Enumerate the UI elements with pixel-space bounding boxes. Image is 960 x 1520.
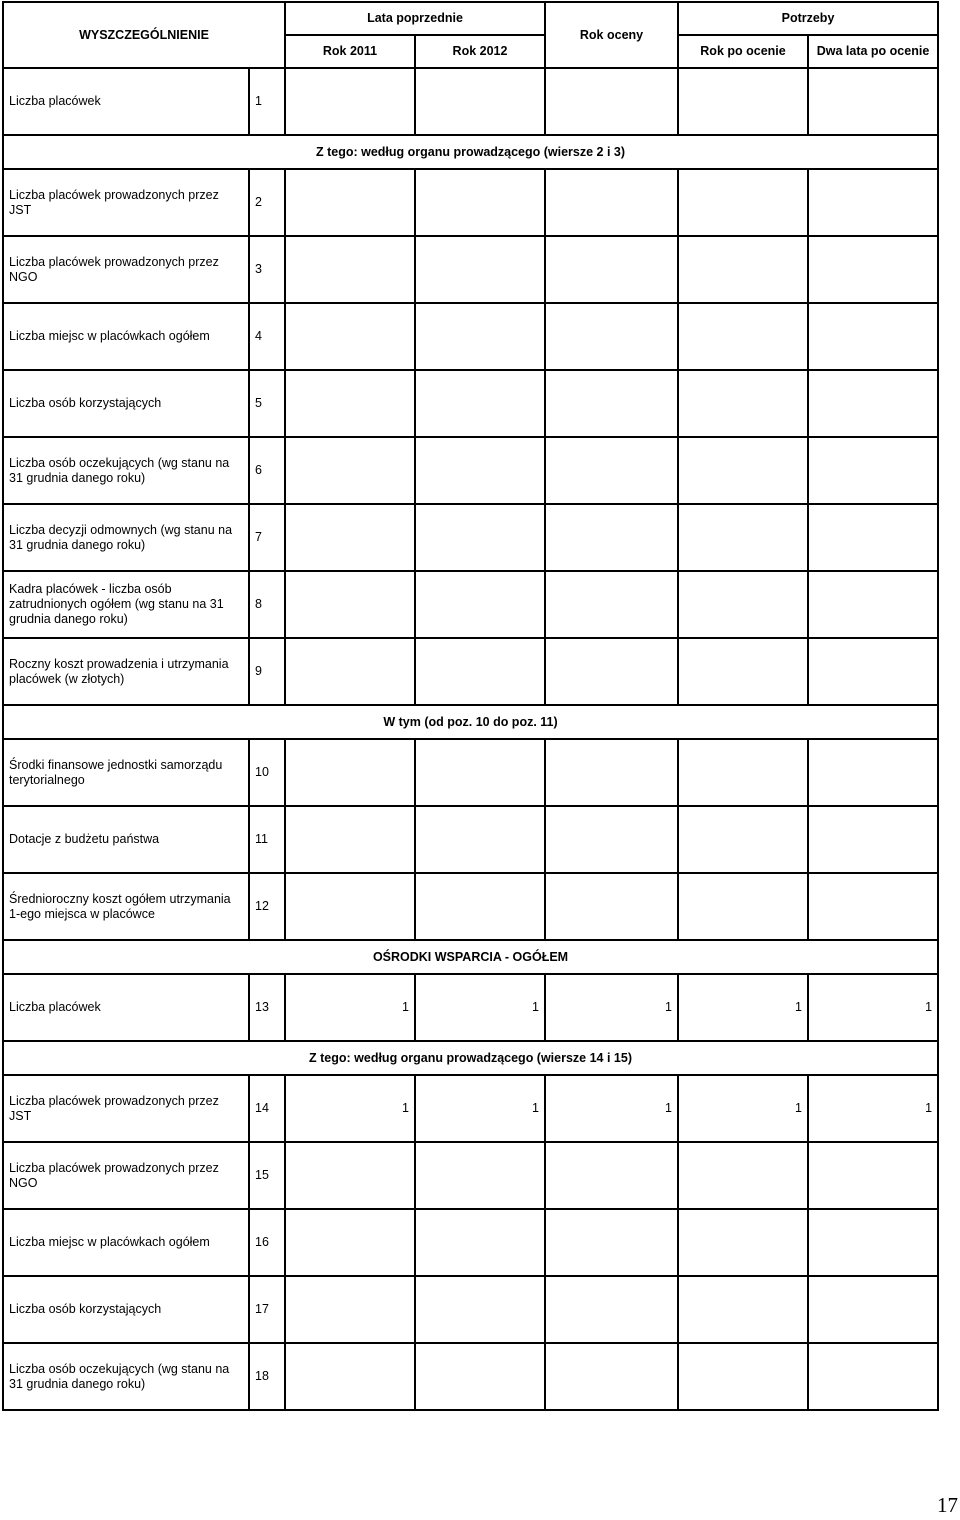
value-cell [415,1142,545,1209]
value-cell [545,806,678,873]
value-cell [678,638,808,705]
value-cell [808,806,938,873]
value-cell [808,1142,938,1209]
value-cell [285,504,415,571]
row-number: 12 [249,873,285,940]
table-row [3,1075,938,1142]
value-cell [415,873,545,940]
value-cell [545,873,678,940]
value-cell [678,571,808,638]
value-cell [415,504,545,571]
header-year-2011: Rok 2011 [285,35,415,68]
value-cell [808,873,938,940]
value-cell: 1 [808,974,938,1041]
table-body [3,68,938,1410]
value-cell [808,370,938,437]
value-cell [808,571,938,638]
value-cell [808,638,938,705]
value-cell [678,437,808,504]
value-cell: 1 [415,974,545,1041]
row-number: 10 [249,739,285,806]
value-cell [285,236,415,303]
value-cell [285,571,415,638]
row-label: Środki finansowe jednostki samorządu terytorialnego [3,739,249,806]
value-cell [415,68,545,135]
row-label: Liczba placówek [3,974,249,1041]
row-label: Liczba decyzji odmownych (wg stanu na 31 grudnia danego roku) [3,504,249,571]
value-cell [415,370,545,437]
value-cell [678,1343,808,1410]
value-cell [415,303,545,370]
table-row [3,571,938,638]
value-cell [415,739,545,806]
value-cell [808,236,938,303]
value-cell: 1 [678,1075,808,1142]
table-row [3,638,938,705]
page-number: 17 [937,1493,958,1517]
section-heading: OŚRODKI WSPARCIA - OGÓŁEM [3,940,938,974]
value-cell [545,370,678,437]
value-cell [285,806,415,873]
value-cell [545,1276,678,1343]
header-year-after: Rok po ocenie [678,35,808,68]
value-cell [545,1343,678,1410]
header-two-years-after: Dwa lata po ocenie [808,35,938,68]
value-cell [415,571,545,638]
value-cell [545,303,678,370]
value-cell [285,1276,415,1343]
value-cell [545,1209,678,1276]
row-number: 5 [249,370,285,437]
value-cell [285,68,415,135]
row-label: Liczba miejsc w placówkach ogółem [3,303,249,370]
row-number: 4 [249,303,285,370]
value-cell: 1 [285,1075,415,1142]
value-cell [545,437,678,504]
value-cell [678,169,808,236]
value-cell [808,504,938,571]
row-number: 18 [249,1343,285,1410]
assessment-table [2,1,939,1411]
table-row [3,1209,938,1276]
value-cell [285,169,415,236]
value-cell [678,1209,808,1276]
value-cell: 1 [545,974,678,1041]
value-cell [285,370,415,437]
row-label: Średnioroczny koszt ogółem utrzymania 1-ego miejsca w placówce [3,873,249,940]
row-number: 14 [249,1075,285,1142]
table-row [3,169,938,236]
table-row [3,437,938,504]
value-cell [678,68,808,135]
value-cell [285,303,415,370]
row-label: Liczba osób oczekujących (wg stanu na 31 grudnia danego roku) [3,1343,249,1410]
value-cell [285,638,415,705]
row-number: 15 [249,1142,285,1209]
value-cell: 1 [808,1075,938,1142]
section-heading: Z tego: według organu prowadzącego (wiersze 14 i 15) [3,1041,938,1075]
row-number: 17 [249,1276,285,1343]
value-cell [808,739,938,806]
value-cell [678,806,808,873]
value-cell [678,303,808,370]
table-row [3,739,938,806]
row-label: Roczny koszt prowadzenia i utrzymania placówek (w złotych) [3,638,249,705]
row-label: Liczba osób oczekujących (wg stanu na 31 grudnia danego roku) [3,437,249,504]
table-row [3,1276,938,1343]
row-number: 8 [249,571,285,638]
table-row [3,504,938,571]
row-number: 9 [249,638,285,705]
value-cell: 1 [285,974,415,1041]
section-row [3,135,938,169]
value-cell [545,236,678,303]
row-label: Liczba placówek [3,68,249,135]
table-row [3,974,938,1041]
header-evaluation-year: Rok oceny [545,2,678,68]
row-number: 13 [249,974,285,1041]
row-number: 11 [249,806,285,873]
value-cell [415,1343,545,1410]
value-cell [808,1209,938,1276]
header-previous-years: Lata poprzednie [285,2,545,35]
value-cell [285,437,415,504]
value-cell [678,1276,808,1343]
value-cell [678,739,808,806]
section-heading: Z tego: według organu prowadzącego (wiersze 2 i 3) [3,135,938,169]
table-row [3,370,938,437]
row-label: Liczba placówek prowadzonych przez JST [3,169,249,236]
value-cell [415,236,545,303]
value-cell [545,504,678,571]
section-row [3,940,938,974]
value-cell [415,1276,545,1343]
value-cell [285,873,415,940]
table-row [3,68,938,135]
value-cell [545,571,678,638]
table-row [3,303,938,370]
row-label: Kadra placówek - liczba osób zatrudnionych ogółem (wg stanu na 31 grudnia danego roku) [3,571,249,638]
section-row [3,1041,938,1075]
section-heading: W tym (od poz. 10 do poz. 11) [3,705,938,739]
row-label: Dotacje z budżetu państwa [3,806,249,873]
value-cell [808,68,938,135]
row-label: Liczba placówek prowadzonych przez JST [3,1075,249,1142]
header-needs: Potrzeby [678,2,938,35]
row-label: Liczba osób korzystających [3,1276,249,1343]
value-cell [545,739,678,806]
table-row [3,1142,938,1209]
value-cell [808,169,938,236]
value-cell [545,169,678,236]
value-cell [285,1343,415,1410]
row-label: Liczba miejsc w placówkach ogółem [3,1209,249,1276]
row-number: 2 [249,169,285,236]
section-row [3,705,938,739]
table-row [3,1343,938,1410]
table-row [3,873,938,940]
value-cell [285,1209,415,1276]
value-cell [415,169,545,236]
value-cell [545,638,678,705]
value-cell [285,1142,415,1209]
value-cell [545,1142,678,1209]
value-cell [415,1209,545,1276]
header-label: WYSZCZEGÓLNIENIE [3,2,285,68]
value-cell: 1 [678,974,808,1041]
value-cell [808,1343,938,1410]
table-row [3,236,938,303]
value-cell [678,873,808,940]
header-year-2012: Rok 2012 [415,35,545,68]
value-cell [415,638,545,705]
row-label: Liczba osób korzystających [3,370,249,437]
row-number: 6 [249,437,285,504]
value-cell [545,68,678,135]
value-cell [808,437,938,504]
value-cell: 1 [415,1075,545,1142]
value-cell [808,303,938,370]
value-cell [415,437,545,504]
row-label: Liczba placówek prowadzonych przez NGO [3,1142,249,1209]
row-number: 3 [249,236,285,303]
value-cell [415,806,545,873]
value-cell [678,370,808,437]
table-row [3,806,938,873]
row-label: Liczba placówek prowadzonych przez NGO [3,236,249,303]
row-number: 16 [249,1209,285,1276]
value-cell [678,236,808,303]
row-number: 1 [249,68,285,135]
value-cell [678,504,808,571]
row-number: 7 [249,504,285,571]
value-cell: 1 [545,1075,678,1142]
value-cell [808,1276,938,1343]
value-cell [285,739,415,806]
value-cell [678,1142,808,1209]
